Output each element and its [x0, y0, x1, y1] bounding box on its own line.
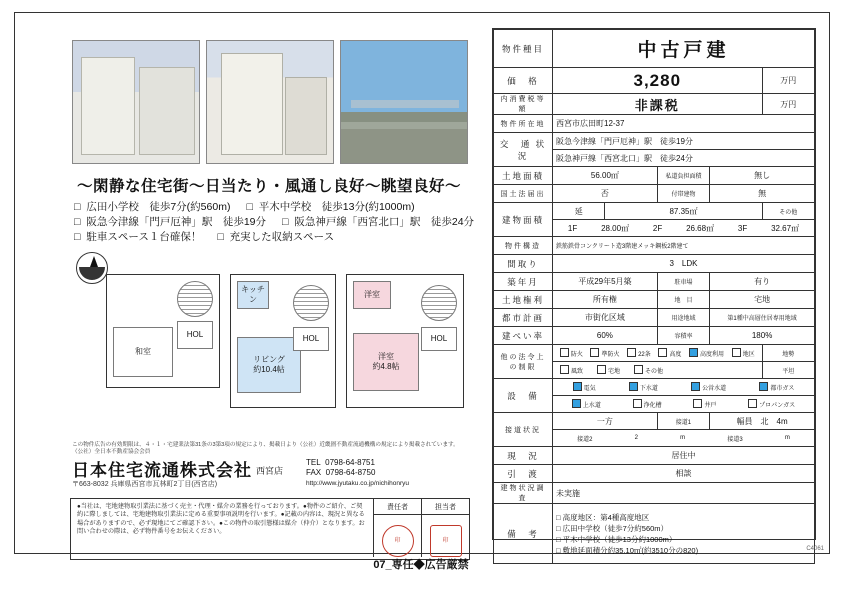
table-row — [494, 504, 815, 564]
row-label: 設 備 — [494, 379, 553, 413]
row-label: 接道1 — [657, 413, 709, 430]
table-row — [494, 483, 815, 504]
room-washitsu: 和室 — [113, 327, 173, 377]
row-label: 間取り — [494, 255, 553, 273]
legal-fineprint: この物件広告の有効期限は、４・１・宅建業法第31条の3第3項の規定により、掲載日より（公社）近畿圏不動産流通機構の規定により掲載されています。（公社）全日本不動産協会会員 — [72, 442, 459, 455]
floor-plan-3f — [346, 274, 464, 408]
notification-value: 否 — [553, 185, 658, 203]
table-row — [494, 465, 815, 483]
stamp-column-manager: 責任者 印 — [373, 499, 421, 557]
table-row — [494, 115, 815, 133]
row-label: 価 格 — [494, 68, 553, 94]
row-label: 建物面積 — [494, 203, 553, 237]
tax-value: 非課税 — [553, 94, 763, 115]
checkbox[interactable] — [560, 365, 569, 374]
checkbox[interactable] — [573, 382, 582, 391]
row-label: 築年月 — [494, 273, 553, 291]
row-label: 延 — [553, 203, 605, 220]
room-kitchen: キッチン — [237, 281, 269, 309]
checkbox[interactable] — [634, 365, 643, 374]
floor-plan-group — [70, 250, 470, 430]
approval-stamp-grid — [373, 499, 469, 557]
corner-reference-tag: C4061 — [806, 546, 824, 552]
building-coverage-value: 60% — [553, 327, 658, 345]
table-row — [494, 291, 815, 309]
checkbox[interactable] — [633, 399, 642, 408]
handover-value: 相談 — [553, 465, 815, 483]
structure-value: 鉄筋鉄骨コンクリート造3階建メッキ鋼板2階建て — [553, 237, 815, 255]
land-category-value: 宅地 — [710, 291, 815, 309]
city-planning-value: 市街化区域 — [553, 309, 658, 327]
row-label: 駐車場 — [657, 273, 709, 291]
zoning-value: 第1種中高層住居専用地域 — [710, 309, 815, 327]
row-label: 国土法届出 — [494, 185, 553, 203]
table-row — [494, 273, 815, 291]
company-name: 日本住宅流通株式会社 — [72, 461, 252, 480]
room-yoshitsu: 洋室 約4.8帖 — [353, 333, 419, 391]
checkbox[interactable] — [629, 382, 638, 391]
table-row — [494, 133, 815, 150]
room-living: リビング 約10.4帖 — [237, 337, 301, 393]
equipment-row-1: 電気 下水道 公営水道 都市ガス — [553, 379, 815, 396]
checkbox[interactable] — [732, 348, 741, 357]
checkbox[interactable] — [658, 348, 667, 357]
row-label: 他の法令上 の制限 — [494, 345, 553, 379]
checkbox[interactable] — [691, 382, 700, 391]
table-row — [494, 379, 815, 396]
row-label: 土地面積 — [494, 167, 553, 185]
land-right-value: 所有権 — [553, 291, 658, 309]
table-row — [494, 255, 815, 273]
stair-icon — [293, 285, 329, 321]
feature-bullets — [74, 200, 474, 245]
property-photo-exterior-1 — [72, 40, 200, 164]
fax-number: 0798-64-8750 — [325, 468, 376, 477]
restrictions-row-1: 防火 準防火 22条 高度 高度利用 地区 — [553, 345, 763, 362]
room-yoshitsu-small: 洋室 — [353, 281, 391, 309]
row-label: 容積率 — [657, 327, 709, 345]
list-item: □ 駐車スペース１台確保！ □ 充実した収納スペース — [74, 231, 335, 243]
parking-value: 有り — [710, 273, 815, 291]
table-row — [494, 447, 815, 465]
seal-icon: 印 — [382, 525, 414, 557]
checkbox[interactable] — [597, 365, 606, 374]
current-status-value: 居住中 — [553, 447, 815, 465]
row-label: 私道負担面積 — [657, 167, 709, 185]
stair-icon — [421, 285, 457, 321]
table-row — [494, 167, 815, 185]
row-label: 物件構造 — [494, 237, 553, 255]
row-label: 建ぺい率 — [494, 327, 553, 345]
table-row — [494, 185, 815, 203]
attached-building-value: 無 — [710, 185, 815, 203]
row-label: 内消費税等額 — [494, 94, 553, 115]
table-row — [494, 30, 815, 68]
stamp-column-agent: 担当者 印 — [421, 499, 469, 557]
checkbox[interactable] — [560, 348, 569, 357]
company-address: 〒663-8032 兵庫県西宮市瓦林町2丁目(西宮店) — [72, 481, 218, 488]
checkbox[interactable] — [748, 399, 757, 408]
tel-number: 0798-64-8751 — [325, 458, 375, 467]
total-floor-area: 87.35㎡ — [605, 203, 762, 220]
list-item: □ 阪急今津線「門戸厄神」駅 徒歩19分 □ 阪急神戸線「西宮北口」駅 徒歩24分 — [74, 216, 475, 228]
private-road-value: 無し — [710, 167, 815, 185]
table-row — [494, 309, 815, 327]
row-label: 物件所在地 — [494, 115, 553, 133]
row-label: 引 渡 — [494, 465, 553, 483]
row-label: 用途地域 — [657, 309, 709, 327]
row-label: 建物状況調査 — [494, 483, 553, 504]
stair-icon — [177, 281, 213, 317]
company-url: http://www.jyutaku.co.jp/nichihonryu — [306, 480, 409, 487]
room-hall: HOL — [421, 327, 457, 351]
room-hall: HOL — [177, 321, 213, 349]
price-value: 3,280 — [553, 68, 763, 94]
table-row — [494, 237, 815, 255]
price-unit: 万円 — [762, 68, 814, 94]
row-label: 物件種目 — [494, 30, 553, 68]
branch-name: 西宮店 — [256, 466, 284, 476]
row-label: 付帯建物 — [657, 185, 709, 203]
tax-unit: 万円 — [762, 94, 814, 115]
headline-text: 〜閑静な住宅街〜日当たり・風通し良好〜眺望良好〜 — [76, 178, 461, 195]
checkbox[interactable] — [627, 348, 636, 357]
road-extra-values: 接道2 2 m 接道3 m — [553, 430, 815, 447]
row-label: 現 況 — [494, 447, 553, 465]
list-item: □ 広田小学校 徒歩7分(約560m) □ 平木中学校 徒歩13分(約1000m) — [74, 201, 415, 213]
contact-block: TEL 0798-64-8751 FAX 0798-64-8750 — [306, 458, 376, 477]
inspection-value: 未実施 — [553, 483, 815, 504]
floor-area-breakdown: 1F 28.00㎡ 2F 26.68㎡ 3F 32.67㎡ — [553, 220, 815, 237]
access-line-2: 阪急神戸線「西宮北口」駅 徒歩24分 — [553, 150, 815, 167]
checkbox[interactable] — [759, 382, 768, 391]
left-panel — [60, 28, 478, 544]
seal-icon: 印 — [430, 525, 462, 557]
property-photo-exterior-2 — [206, 40, 334, 164]
disclaimer-text: ●当社は、宅地建物取引業法に基づく売主・代理・媒介の業務を行っております。●物件のご紹介、ご契約に際しましては、宅地建物取引業法に定める重要事項説明を行います。●記載の内容は、現況と異なる場合がありますので、必ず現地にてご確認下さい。●この物件の取引態様は媒介（仲介）となります。お問い合わせの際は、必ず物件番号をお伝えください。 — [77, 503, 365, 536]
row-label: 交 通 状 況 — [494, 133, 553, 167]
row-label: 都市計画 — [494, 309, 553, 327]
access-line-1: 阪急今津線「門戸厄神」駅 徒歩19分 — [553, 133, 815, 150]
photo-strip — [72, 40, 468, 162]
address-value: 西宮市広田町12-37 — [553, 115, 815, 133]
property-type-value: 中古戸建 — [553, 30, 815, 68]
row-label: 土地権利 — [494, 291, 553, 309]
row-label: 地 目 — [657, 291, 709, 309]
disclaimer-box — [70, 498, 470, 560]
land-area-value: 56.00㎡ — [553, 167, 658, 185]
floor-area-ratio-value: 180% — [710, 327, 815, 345]
road-width-value: 幅員 北 4m — [710, 413, 815, 430]
checkbox[interactable] — [689, 348, 698, 357]
checkbox[interactable] — [572, 399, 581, 408]
footer-note: 07_専任◆広告厳禁 — [373, 559, 469, 571]
row-label: 備 考 — [494, 504, 553, 564]
compass-icon — [76, 252, 108, 284]
checkbox[interactable] — [693, 399, 702, 408]
table-row — [494, 345, 815, 362]
floor-plan-2f — [230, 274, 336, 408]
floor-plan-1f — [106, 274, 220, 388]
table-row — [494, 327, 815, 345]
remarks-value: □ 高度地区：第4種高度地区 □ 広田中学校（徒歩7分約560m） □ 平木中学校（徒歩13分約1000m） □ 敷地延面積分約35.10㎡(約3510分の820) — [553, 504, 815, 564]
room-hall: HOL — [293, 327, 329, 351]
layout-value: 3 LDK — [553, 255, 815, 273]
row-label: その他 — [762, 203, 814, 220]
table-row — [494, 94, 815, 115]
terrain-label: 地勢 — [762, 345, 814, 362]
checkbox[interactable] — [590, 348, 599, 357]
restrictions-row-2: 風致 宅地 その他 — [553, 362, 763, 379]
terrain-value: 平坦 — [762, 362, 814, 379]
equipment-row-2: 上水道 浄化槽 井戸 プロパンガス — [553, 396, 815, 413]
road-direction-value: 一方 — [553, 413, 658, 430]
table-row — [494, 68, 815, 94]
property-photo-view — [340, 40, 468, 164]
table-row — [494, 413, 815, 430]
built-year-value: 平成29年5月築 — [553, 273, 658, 291]
row-label: 接道状況 — [494, 413, 553, 447]
table-row — [494, 203, 815, 220]
